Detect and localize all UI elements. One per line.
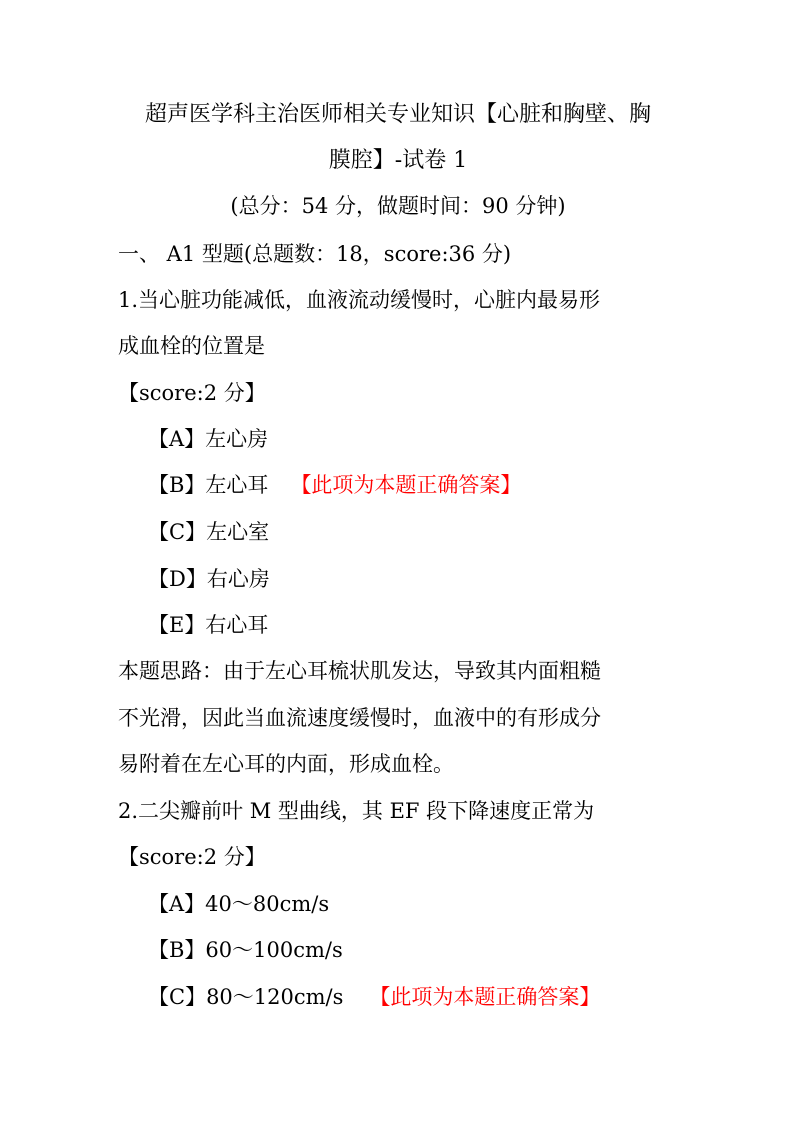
- q2-option-b: 【B】60～100cm/s: [148, 938, 343, 962]
- q1-score: 【score:2 分】: [118, 381, 266, 405]
- q2-option-c: 【C】80～120cm/s: [148, 985, 344, 1009]
- doc-title-line-1: 超声医学科主治医师相关专业知识【心脏和胸壁、胸: [144, 102, 651, 127]
- doc-subtitle: (总分：54 分，做题时间：90 分钟): [230, 194, 566, 218]
- q2-score: 【score:2 分】: [118, 845, 266, 869]
- q1-option-c: 【C】左心室: [148, 520, 270, 544]
- q2-correct-answer-mark: 【此项为本题正确答案】: [369, 985, 601, 1009]
- q1-option-b: 【B】左心耳: [148, 473, 269, 497]
- q1-stem-line-2: 成血栓的位置是: [118, 334, 265, 358]
- q1-option-d: 【D】右心房: [148, 567, 270, 591]
- q1-explanation-line-3: 易附着在左心耳的内面，形成血栓。: [118, 752, 454, 776]
- q1-option-b-row: [148, 462, 718, 508]
- q1-explanation-line-1: 本题思路：由于左心耳梳状肌发达，导致其内面粗糙: [118, 659, 601, 683]
- q2-stem-line-1: 2.二尖瓣前叶 M 型曲线，其 EF 段下降速度正常为: [118, 799, 595, 823]
- section-heading: 一、 A1 型题(总题数：18，score:36 分): [118, 242, 512, 266]
- q1-correct-answer-mark: 【此项为本题正确答案】: [290, 473, 522, 497]
- q2-option-c-row: [148, 974, 718, 1020]
- doc-title-line-2: 膜腔】-试卷 1: [328, 148, 468, 173]
- q2-option-a: 【A】40～80cm/s: [148, 892, 330, 916]
- q1-option-a: 【A】左心房: [148, 427, 269, 451]
- q1-option-e: 【E】右心耳: [148, 613, 269, 637]
- q1-explanation-line-2: 不光滑，因此当血流速度缓慢时，血液中的有形成分: [118, 706, 601, 730]
- q1-stem-line-1: 1.当心脏功能减低，血液流动缓慢时，心脏内最易形: [118, 288, 601, 312]
